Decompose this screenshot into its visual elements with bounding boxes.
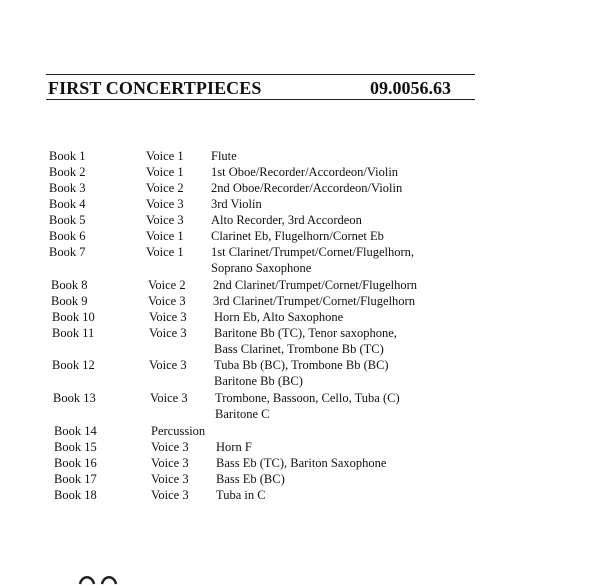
book-label: Book 13 [53,391,96,405]
book-label: Book 16 [54,456,97,470]
book-label: Book 6 [49,229,86,243]
book-label: Book 9 [51,294,88,308]
book-label: Book 8 [51,278,88,292]
book-label: Book 15 [54,440,97,454]
book-label: Book 1 [49,149,86,163]
voice-label: Voice 1 [146,229,184,243]
voice-label: Voice 3 [150,391,188,405]
instrument-line: 3rd Violin [211,197,262,211]
instrument-line: Tuba Bb (BC), Trombone Bb (BC) [214,358,389,372]
instrument-line: Soprano Saxophone [211,261,312,275]
voice-label: Voice 3 [146,197,184,211]
instrument-line: Alto Recorder, 3rd Accordeon [211,213,362,227]
instrument-line: Horn Eb, Alto Saxophone [214,310,344,324]
scan-mark-icon [78,573,126,585]
voice-label: Voice 3 [151,456,189,470]
voice-label: Voice 3 [149,326,187,340]
instrument-line: 3rd Clarinet/Trumpet/Cornet/Flugelhorn [213,294,415,308]
voice-label: Voice 2 [148,278,186,292]
book-label: Book 7 [49,245,86,259]
book-label: Book 2 [49,165,86,179]
instrument-line: Horn F [216,440,252,454]
instrument-line: 2nd Oboe/Recorder/Accordeon/Violin [211,181,403,195]
instrument-line: Flute [211,149,237,163]
book-label: Book 10 [52,310,95,324]
page-title: FIRST CONCERTPIECES [48,78,262,98]
instrument-line: Baritone C [215,407,270,421]
voice-label: Voice 2 [146,181,184,195]
book-label: Book 11 [52,326,95,340]
voice-label: Voice 1 [146,165,184,179]
book-label: Book 12 [52,358,95,372]
instrument-line: Clarinet Eb, Flugelhorn/Cornet Eb [211,229,384,243]
voice-label: Voice 3 [151,440,189,454]
voice-label: Voice 3 [149,310,187,324]
book-label: Book 4 [49,197,86,211]
instrument-line: Baritone Bb (BC) [214,374,303,388]
instrument-line: 1st Oboe/Recorder/Accordeon/Violin [211,165,399,179]
instrument-line: Bass Clarinet, Trombone Bb (TC) [214,342,384,356]
instrument-line: 2nd Clarinet/Trumpet/Cornet/Flugelhorn [213,278,418,292]
voice-label: Voice 1 [146,149,184,163]
voice-label: Percussion [151,424,206,438]
book-label: Book 14 [54,424,97,438]
voice-label: Voice 3 [149,358,187,372]
instrument-line: Trombone, Bassoon, Cello, Tuba (C) [215,391,400,405]
book-label: Book 5 [49,213,86,227]
book-label: Book 3 [49,181,86,195]
instrument-line: Tuba in C [216,488,266,502]
instrument-line: Baritone Bb (TC), Tenor saxophone, [214,326,397,340]
voice-label: Voice 3 [151,488,189,502]
voice-label: Voice 1 [146,245,184,259]
book-label: Book 17 [54,472,97,486]
book-label: Book 18 [54,488,97,502]
voice-label: Voice 3 [151,472,189,486]
catalog-number: 09.0056.63 [370,78,451,98]
voice-label: Voice 3 [146,213,184,227]
instrument-line: 1st Clarinet/Trumpet/Cornet/Flugelhorn, [211,245,415,259]
voice-label: Voice 3 [148,294,186,308]
instrument-line: Bass Eb (TC), Bariton Saxophone [216,456,387,470]
instrument-line: Bass Eb (BC) [216,472,285,486]
